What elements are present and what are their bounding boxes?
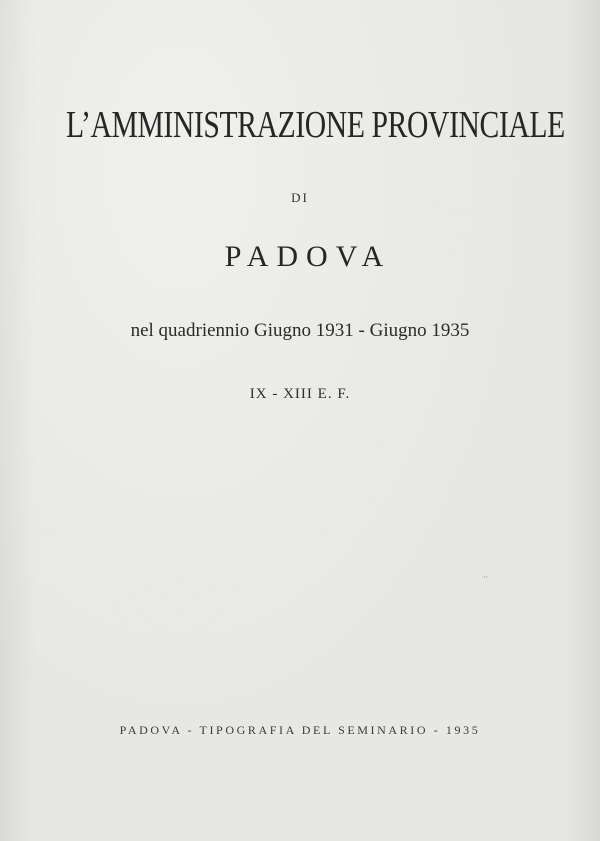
period-subtitle: nel quadriennio Giugno 1931 - Giugno 1935 bbox=[130, 320, 470, 341]
document-title: L’AMMINISTRAZIONE PROVINCIALE bbox=[66, 104, 565, 146]
city-name: PADOVA bbox=[224, 240, 392, 273]
fascist-era-years: IX - XIII E. F. bbox=[249, 386, 351, 402]
paper-mark-decoration: ·· bbox=[483, 573, 489, 582]
publisher-imprint: PADOVA - TIPOGRAFIA DEL SEMINARIO - 1935 bbox=[119, 723, 481, 737]
title-connector: DI bbox=[291, 190, 309, 205]
